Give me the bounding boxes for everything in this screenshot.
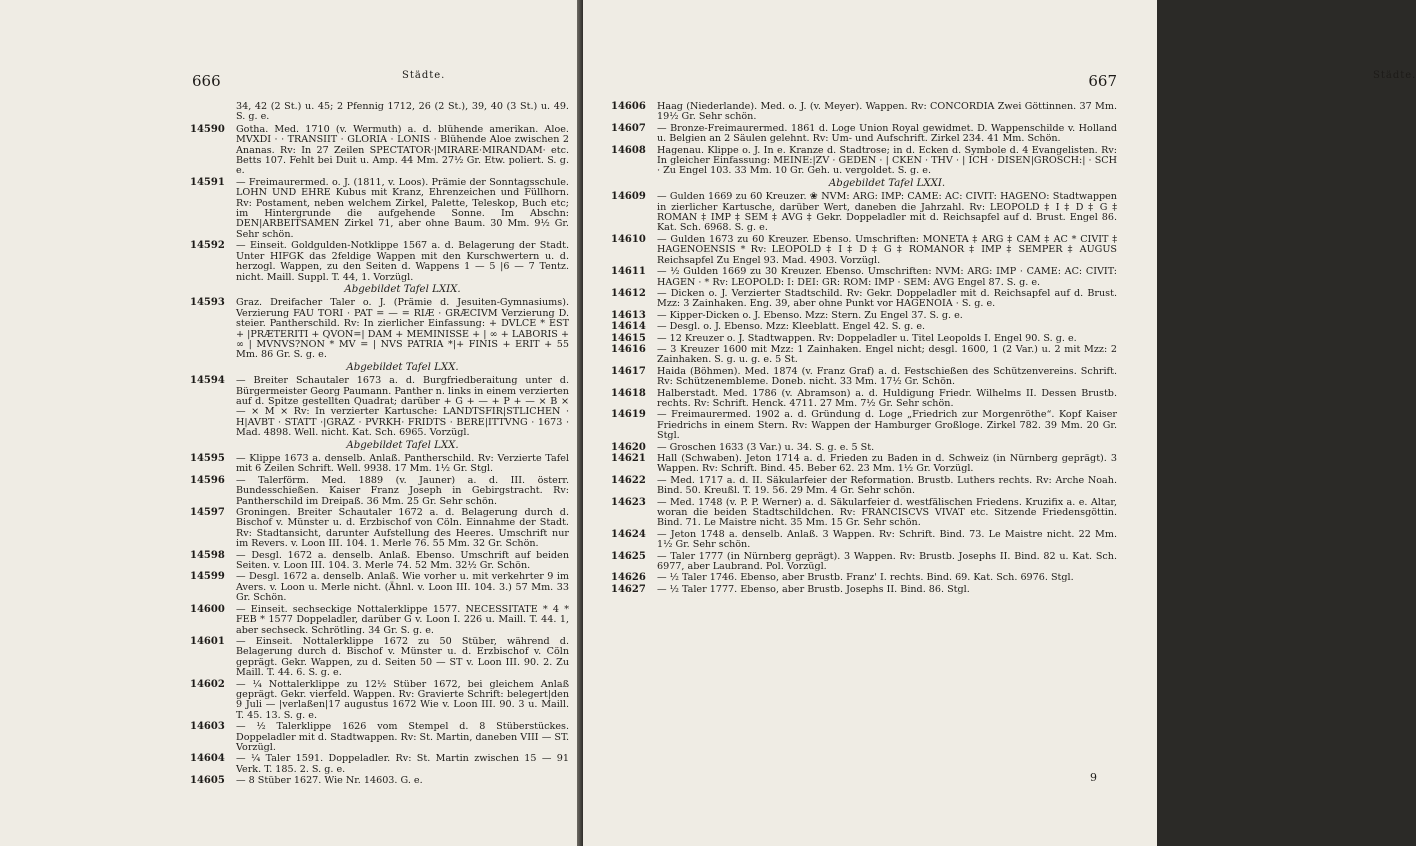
- catalog-entry: [611, 345, 1117, 366]
- catalog-entry: [611, 311, 1117, 321]
- lot-number: 14620: [611, 441, 646, 453]
- lot-description: — Einseit. sechseckige Nottalerklippe 1577. NECESSITATE * 4 * FEB * 1577 Doppeladler, darüber G v. Loon I. 226 u. Maill. T. 44. 1, aber sechseck. Schrötling. 34 Gr. S. g. e.: [236, 603, 569, 636]
- lot-number: 14590: [190, 123, 225, 135]
- catalog-entry: [190, 125, 569, 177]
- lot-number: 14616: [611, 343, 646, 355]
- lot-description: — 12 Kreuzer o. J. Stadtwappen. Rv: Doppeladler u. Titel Leopolds I. Engel 90. S. g. e.: [657, 332, 1077, 344]
- lot-number: 14621: [611, 453, 646, 464]
- catalog-entry: [190, 776, 569, 786]
- lot-description: — Desgl. 1672 a. denselb. Anlaß. Wie vorher u. mit verkehrter 9 im Avers. v. Loon u. Merle nicht. (Ähnl. v. Loon III. 104. 3.) 57 Mm. 33 Gr. Schön.: [236, 571, 569, 604]
- catalog-entry: [190, 376, 569, 438]
- lot-number: 14615: [611, 332, 646, 344]
- lot-description: — ¼ Taler 1591. Doppeladler. Rv: St. Martin zwischen 15 — 91 Verk. T. 185. 2. S. g. e.: [236, 753, 569, 775]
- lot-description: Haag (Niederlande). Med. o. J. (v. Meyer). Wappen. Rv: CONCORDIA Zwei Göttinnen. 37 Mm. 19½ Gr. Sehr schön.: [657, 101, 1117, 123]
- catalog-entry: [611, 367, 1117, 388]
- catalog-entry: [611, 322, 1117, 332]
- lot-number: 14598: [190, 549, 225, 561]
- lot-number: 14605: [190, 775, 225, 787]
- lot-number: 14604: [190, 753, 225, 765]
- lot-number: 14624: [611, 528, 646, 540]
- catalog-entry: [611, 552, 1117, 573]
- lot-number: 14608: [611, 144, 646, 156]
- lot-description: — Taler 1777 (in Nürnberg geprägt). 3 Wappen. Rv: Brustb. Josephs II. Bind. 82 u. Kat. Sch. 6977, aber Laubrand. Pol. Vorzügl.: [657, 550, 1117, 573]
- catalog-entry: [611, 192, 1117, 234]
- lot-number: 14609: [611, 191, 646, 203]
- lot-description: — ½ Taler 1777. Ebenso, aber Brustb. Josephs II. Bind. 86. Stgl.: [657, 583, 970, 595]
- lot-description: — ½ Talerklippe 1626 vom Stempel d. 8 Stüberstückes. Doppeladler mit d. Stadtwappen. Rv: St. Martin, daneben VIII — ST. Vorzügl.: [236, 721, 569, 753]
- lot-number: 14593: [190, 297, 225, 309]
- lot-description: Hall (Schwaben). Jeton 1714 a. d. Frieden zu Baden in d. Schweiz (in Nürnberg geprägt). 3 Wappen. Rv: Schrift. Bind. 45. Beber 62. 23 Mm. 1½ Gr. Vorzügl.: [657, 453, 1117, 475]
- catalog-entry: [190, 178, 569, 240]
- catalog-entry: [611, 410, 1117, 441]
- catalog-entry: [190, 605, 569, 636]
- lot-description: — Gulden 1669 zu 60 Kreuzer. ❀ NVM: ARG: IMP: CAME: AC: CIVIT: HAGENO: Stadtwappen in zierlicher Kartusche, darüber Wert, daneben die Jahrzahl. Rv: LEOPOLD ‡ I ‡ D ‡ G ‡ ROMAN ‡ IMP ‡ SEM ‡ AVG ‡ Gekr. Doppeladler mit d. Reichsapfel auf d. Brust. Engel 86. Kat. Sch. 6968. S. g. e.: [657, 191, 1117, 234]
- lot-number: 14619: [611, 409, 646, 421]
- catalog-entry: [190, 551, 569, 572]
- lot-description: — Med. 1748 (v. P. P. Werner) a. d. Säkularfeier d. westfälischen Friedens. Kruzifix a. e. Altar, woran die beiden Stadtschildchen. Rv: FRANCISCVS VIVAT etc. Sitzende Friedensgöttin. Bind. 71. Le Maistre nicht. 35 Mm. 15 Gr. Sehr schön.: [657, 496, 1117, 529]
- lot-description: — 8 Stüber 1627. Wie Nr. 14603. G. e.: [236, 775, 423, 787]
- lot-description: — Jeton 1748 a. denselb. Anlaß. 3 Wappen. Rv: Schrift. Bind. 73. Le Maistre nicht. 22 Mm. 1½ Gr. Sehr schön.: [657, 528, 1117, 551]
- lot-description: — Desgl. 1672 a. denselb. Anlaß. Ebenso. Umschrift auf beiden Seiten. v. Loon III. 104. 3. Merle 74. 52 Mm. 32½ Gr. Schön.: [236, 549, 569, 572]
- continuation-text: 34, 42 (2 St.) u. 45; 2 Pfennig 1712, 26 (2 St.), 39, 40 (3 St.) u. 49. S. g. e.: [236, 101, 569, 123]
- lot-number: 14625: [611, 550, 646, 562]
- lot-number: 14602: [190, 678, 225, 690]
- lot-description: Hagenau. Klippe o. J. In e. Kranze d. Stadtrose; in d. Ecken d. Symbole d. 4 Evangelisten. Rv: In gleicher Einfassung: MEINE:|ZV · GEDEN · | CKEN · THV · | ICH · DISEN|GROSCH:| · SCH · Zu Engel 103. 33 Mm. 10 Gr. Geh. u. vergoldet. S. g. e.: [657, 144, 1117, 177]
- lot-number: 14613: [611, 309, 646, 321]
- lot-description: — Klippe 1673 a. denselb. Anlaß. Pantherschild. Rv: Verzierte Tafel mit 6 Zeilen Schrift. Well. 9938. 17 Mm. 1½ Gr. Stgl.: [236, 453, 569, 475]
- lot-number: 14595: [190, 453, 225, 464]
- catalog-entry: [611, 454, 1117, 475]
- left-page: [0, 0, 583, 846]
- catalog-entry: [611, 146, 1117, 177]
- lot-description: Groningen. Breiter Schautaler 1672 a. d. Belagerung durch d. Bischof v. Münster u. d. Erzbischof von Cöln. Einnahme der Stadt. Rv: Stadtansicht, darunter Aufstellung des Heeres. Umschrift nur im Revers. v. Loon III. 104. 1. Merle 76. 55 Mm. 32 Gr. Schön.: [236, 507, 569, 550]
- lot-number: 14599: [190, 571, 225, 583]
- lot-number: 14597: [190, 507, 225, 519]
- lot-description: Haida (Böhmen). Med. 1874 (v. Franz Graf) a. d. Festschießen des Schützenvereins. Schrift. Rv: Schützenembleme. Doneb. nicht. 33 Mm. 17½ Gr. Schön.: [657, 365, 1117, 388]
- catalog-entry: [190, 476, 569, 507]
- lot-description: Halberstadt. Med. 1786 (v. Abramson) a. d. Huldigung Friedr. Wilhelms II. Dessen Brustb. rechts. Rv: Schrift. Henck. 4711. 27 Mm. 7½ Gr. Sehr schön.: [657, 387, 1117, 409]
- lot-description: — Talerförm. Med. 1889 (v. Jauner) a. d. III. österr. Bundesschießen. Kaiser Franz Joseph in Gebirgstracht. Rv: Pantherschild im Dreipaß. 36 Mm. 25 Gr. Sehr schön.: [236, 474, 569, 507]
- lot-description: — ½ Gulden 1669 zu 30 Kreuzer. Ebenso. Umschriften: NVM: ARG: IMP · CAME: AC: CIVIT: HAGEN · * Rv: LEOPOLD: I: DEI: GR: ROM: IMP · SEM: AVG Engel 87. S. g. e.: [657, 266, 1117, 288]
- catalog-entry: [611, 476, 1117, 497]
- lot-number: 14622: [611, 474, 646, 486]
- lot-description: Graz. Dreifacher Taler o. J. (Prämie d. Jesuiten-Gymnasiums). Verzierung FAU TORI · PAT = — = RIÆ · GRÆCIVM Verzierung D. steier. Pantherschild. Rv: In zierlicher Einfassung: + DVLCE * EST + |PRÆTERITI + QVON=| DAM + MEMINISSE + | ∞ + LABORIS + ∞ | MVNVS?NON * MV = | NVS PATRIA *|+ FINIS + ERIT + 55 Mm. 86 Gr. S. g. e.: [236, 297, 569, 361]
- lot-description: — ¼ Nottalerklippe zu 12½ Stüber 1672, bei gleichem Anlaß geprägt. Gekr. vierfeld. Wappen. Rv: Gravierte Schrift: belegert|den 9 Juli — |verlaßen|17 augustus 1672 Wie v. Loon III. 90. 3 u. Maill. T. 45. 13. S. g. e.: [236, 678, 569, 721]
- lot-number: 14618: [611, 387, 646, 399]
- lot-number: 14623: [611, 496, 646, 508]
- lot-number: 14603: [190, 721, 225, 733]
- page-number-left: 666: [192, 72, 221, 90]
- catalog-entry: [611, 124, 1117, 145]
- running-head-right: Städte.: [1373, 70, 1416, 81]
- lot-description: — Einseit. Goldgulden-Notklippe 1567 a. d. Belagerung der Stadt. Unter HIFGK das 2feldige Wappen mit den Kurschwertern u. d. herzogl. Wappen, zu den Seiten d. Wappens 1 — 5 |6 — 7 Tentz. nicht. Maill. Suppl. T. 44, 1. Vorzügl.: [236, 240, 569, 283]
- right-page: [583, 0, 1416, 846]
- catalog-entry: [611, 443, 1117, 453]
- page-number-right: 667: [1088, 72, 1117, 90]
- lot-description: — Gulden 1673 zu 60 Kreuzer. Ebenso. Umschriften: MONETA ‡ ARG ‡ CAM ‡ AC * CIVIT ‡ HAGENOENSIS * Rv: LEOPOLD ‡ I ‡ D ‡ G ‡ ROMANOR ‡ IMP ‡ SEMPER ‡ AUGUS Reichsapfel Zu Engel 93. Mad. 4903. Vorzügl.: [657, 233, 1117, 266]
- lot-description: — 3 Kreuzer 1600 mit Mzz: 1 Zainhaken. Engel nicht; desgl. 1600, 1 (2 Var.) u. 2 mit Mzz: 2 Zainhaken. S. g. u. g. e. 5 St.: [657, 343, 1117, 366]
- lot-description: — Breiter Schautaler 1673 a. d. Burgfriedberaitung unter d. Bürgermeister Georg Paumann. Panther n. links in einem verzierten auf d. Spitze gestellten Quadrat; darüber + G + — + P + — × B × — × M × Rv: In verzierter Kartusche: LANDTSFIR|STLICHEN · H|AVBT · STATT ·|GRAZ · PVRKH· FRIDTS · BERE|ITTVNG · 1673 · Mad. 4898. Well. nicht. Kat. Sch. 6965. Vorzügl.: [236, 375, 569, 439]
- catalog-entry: [611, 498, 1117, 529]
- catalog-entry: [190, 508, 569, 550]
- plate-reference: Abgebildet Tafel LXX.: [346, 361, 459, 373]
- lot-number: 14596: [190, 474, 225, 486]
- catalog-entry: [611, 585, 1117, 595]
- catalog-entry: [190, 722, 569, 753]
- lot-number: 14612: [611, 287, 646, 299]
- catalog-entry: [611, 530, 1117, 551]
- catalog-entry: [190, 637, 569, 679]
- lot-number: 14600: [190, 603, 225, 615]
- lot-number: 14594: [190, 375, 225, 387]
- lot-description: Gotha. Med. 1710 (v. Wermuth) a. d. blühende amerikan. Aloe. MVXDI · · TRANSIIT · GLORIA · LONIS · Blühende Aloe zwischen 2 Ananas. Rv: In 27 Zeilen SPECTATOR·|MIRARE·MIRANDAM· etc. Betts 107. Fehlt bei Duit u. Amp. 44 Mm. 27½ Gr. Etw. poliert. S. g. e.: [236, 123, 569, 177]
- catalog-entry: [190, 754, 569, 775]
- lot-number: 14627: [611, 583, 646, 595]
- lot-description: — Einseit. Nottalerklippe 1672 zu 50 Stüber, während d. Belagerung durch d. Bischof v. Münster u. d. Erzbischof v. Cöln geprägt. Gekr. Wappen, zu d. Seiten 50 — ST v. Loon III. 90. 2. Zu Maill. T. 44. 6. S. g. e.: [236, 635, 569, 679]
- right-entries: [611, 102, 1117, 595]
- catalog-entry: [190, 241, 569, 283]
- lot-number: 14617: [611, 365, 646, 377]
- lot-number: 14601: [190, 635, 225, 647]
- lot-number: 14592: [190, 240, 225, 252]
- running-head-left: Städte.: [402, 70, 446, 81]
- lot-description: — ½ Taler 1746. Ebenso, aber Brustb. Franz' I. rechts. Bind. 69. Kat. Sch. 6976. Stgl.: [657, 572, 1074, 584]
- catalog-entry: [611, 102, 1117, 123]
- lot-description: — Desgl. o. J. Ebenso. Mzz: Kleeblatt. Engel 42. S. g. e.: [657, 321, 926, 333]
- catalog-entry: [611, 334, 1117, 344]
- lot-number: 14607: [611, 122, 646, 134]
- lot-description: — Groschen 1633 (3 Var.) u. 34. S. g. e. 5 St.: [657, 441, 875, 453]
- left-entries: [190, 125, 569, 787]
- lot-number: 14611: [611, 266, 646, 278]
- lot-description: — Med. 1717 a. d. II. Säkularfeier der Reformation. Brustb. Luthers rechts. Rv: Arche Noah. Bind. 50. Kreußl. T. 19. 56. 29 Mm. 4 Gr. Sehr schön.: [657, 474, 1117, 497]
- lot-number: 14606: [611, 101, 646, 112]
- plate-reference: Abgebildet Tafel LXXI.: [828, 177, 946, 189]
- catalog-entry: [190, 572, 569, 603]
- plate-reference: Abgebildet Tafel LXIX.: [344, 283, 461, 295]
- lot-description: — Freimaurermed. 1902 a. d. Gründung d. Loge „Friedrich zur Morgenröthe“. Kopf Kaiser Friedrichs in einem Stern. Rv: Wappen der Hamburger Großloge. Zirkel 782. 39 Mm. 20 Gr. Stgl.: [657, 409, 1117, 442]
- lot-description: — Freimaurermed. o. J. (1811, v. Loos). Prämie der Sonntagsschule. LOHN UND EHRE Kubus mit Kranz, Ehrenzeichen und Füllhorn. Rv: Postament, neben welchem Zirkel, Palette, Teleskop, Buch etc; im Hintergrunde die aufgehende Sonne. Im Abschn: DEN|ARBEITSAMEN Zirkel 71, aber ohne Baum. 30 Mm. 9½ Gr. Sehr schön.: [236, 176, 569, 240]
- lot-description: — Kipper-Dicken o. J. Ebenso. Mzz: Stern. Zu Engel 37. S. g. e.: [657, 309, 963, 321]
- catalog-entry: [190, 298, 569, 360]
- catalog-entry: [611, 267, 1117, 288]
- catalog-entry: [190, 680, 569, 722]
- catalog-entry: [190, 454, 569, 475]
- plate-reference: Abgebildet Tafel LXX.: [346, 439, 459, 451]
- lot-number: 14610: [611, 233, 646, 245]
- catalog-entry: [611, 573, 1117, 583]
- lot-description: — Bronze-Freimaurermed. 1861 d. Loge Union Royal gewidmet. D. Wappenschilde v. Holland u. Belgien an 2 Säulen gelehnt. Rv: Um- und Aufschrift. Zirkel 234. 41 Mm. Schön.: [657, 122, 1117, 145]
- catalog-entry: [611, 389, 1117, 410]
- lot-description: — Dicken o. J. Verzierter Stadtschild. Rv: Gekr. Doppeladler mit d. Reichsapfel auf d. Brust. Mzz: 3 Zainhaken. Eng. 39, aber ohne Punkt vor HAGENOIA · S. g. e.: [657, 287, 1117, 310]
- catalog-entry: [611, 235, 1117, 266]
- catalog-entry: [611, 289, 1117, 310]
- lot-number: 14614: [611, 321, 646, 333]
- signature-mark: 9: [1090, 771, 1097, 784]
- lot-number: 14626: [611, 572, 646, 584]
- lot-number: 14591: [190, 176, 225, 188]
